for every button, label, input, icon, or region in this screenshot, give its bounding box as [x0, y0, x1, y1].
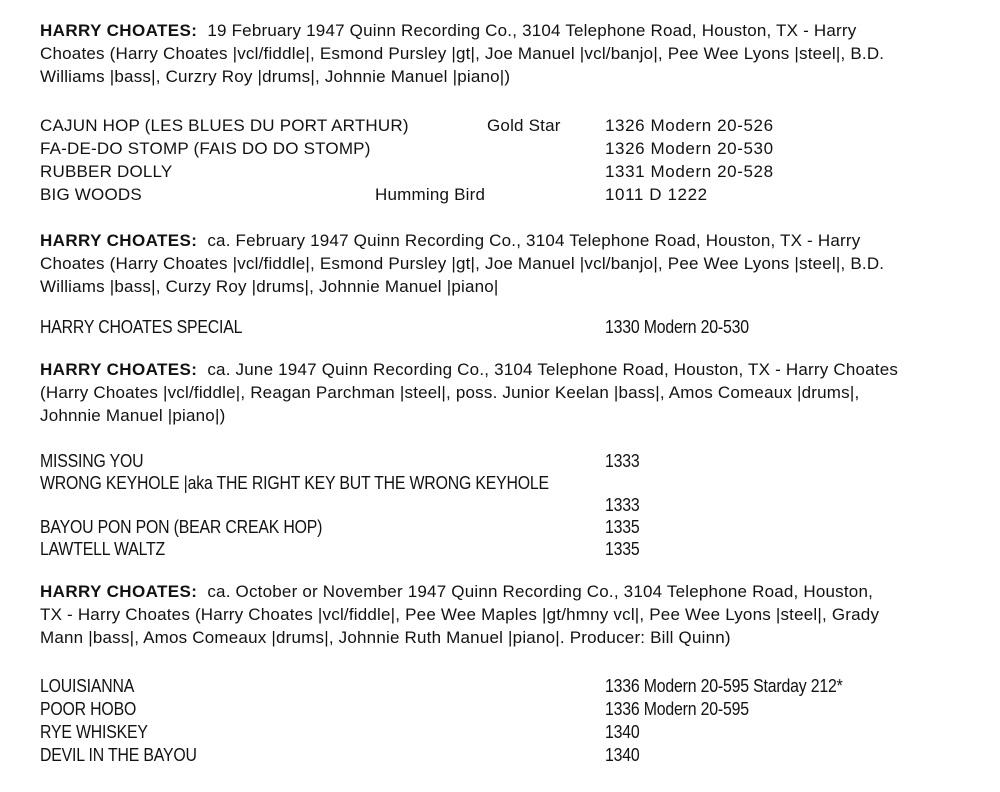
track-row	[0, 538, 1000, 560]
session-1-paragraph	[40, 19, 884, 88]
session-2-track-table	[0, 316, 1000, 339]
track-row	[0, 115, 1000, 138]
track-title: DEVIL IN THE BAYOU	[40, 745, 197, 765]
track-title: WRONG KEYHOLE |aka THE RIGHT KEY BUT THE WRONG KEYHOLE	[40, 473, 549, 493]
session-3-paragraph	[40, 358, 898, 427]
session-3-details: ca. June 1947 Quinn Recording Co., 3104 Telephone Road, Houston, TX - Harry Choates	[207, 360, 899, 379]
record-label: Humming Bird	[375, 185, 486, 204]
matrix-number: 1331 Modern 20-528	[605, 162, 774, 181]
matrix-number: 1333	[605, 451, 640, 471]
track-row	[0, 698, 1000, 721]
track-row	[0, 161, 1000, 184]
matrix-number: 1340	[605, 722, 640, 742]
track-row	[0, 316, 1000, 339]
track-title: RUBBER DOLLY	[40, 162, 173, 181]
session-2-details: ca. February 1947 Quinn Recording Co., 3104 Telephone Road, Houston, TX - Harry	[207, 231, 861, 250]
track-title: FA-DE-DO STOMP (FAIS DO DO STOMP)	[40, 139, 371, 158]
session-4-details: ca. October or November 1947 Quinn Recording Co., 3104 Telephone Road, Houston,	[207, 582, 874, 601]
artist-heading: HARRY CHOATES:	[40, 21, 198, 40]
session-2-line-2: Choates (Harry Choates |vcl/fiddle|, Esmond Pursley |gt|, Joe Manuel |vcl/banjo|, Pee Wee Lyons |steel|, B.D.	[40, 254, 885, 273]
matrix-number: 1326 Modern 20-526	[605, 116, 774, 135]
matrix-number: 1336 Modern 20-595 Starday 212*	[605, 676, 843, 696]
track-row	[0, 744, 1000, 767]
track-title: LAWTELL WALTZ	[40, 539, 166, 559]
matrix-number: 1333	[605, 495, 640, 515]
session-2-line-1	[40, 229, 884, 252]
track-title: POOR HOBO	[40, 699, 137, 719]
artist-heading: HARRY CHOATES:	[40, 231, 198, 250]
track-row	[0, 138, 1000, 161]
session-4-line-1	[40, 580, 879, 603]
session-1-line-3: Williams |bass|, Curzry Roy |drums|, Johnnie Manuel |piano|)	[40, 67, 511, 86]
track-row	[0, 675, 1000, 698]
session-1-details: 19 February 1947 Quinn Recording Co., 3104 Telephone Road, Houston, TX - Harry	[207, 21, 857, 40]
track-title: BIG WOODS	[40, 185, 142, 204]
session-4-line-3: Mann |bass|, Amos Comeaux |drums|, Johnnie Ruth Manuel |piano|. Producer: Bill Quinn)	[40, 628, 731, 647]
matrix-number: 1011 D 1222	[605, 185, 708, 204]
matrix-number: 1326 Modern 20-530	[605, 139, 774, 158]
track-title: CAJUN HOP (LES BLUES DU PORT ARTHUR)	[40, 116, 409, 135]
track-title: BAYOU PON PON (BEAR CREAK HOP)	[40, 517, 323, 537]
track-title: HARRY CHOATES SPECIAL	[40, 317, 243, 337]
matrix-number: 1335	[605, 539, 640, 559]
record-label: Gold Star	[487, 116, 561, 135]
session-2-paragraph	[40, 229, 884, 298]
track-row	[0, 184, 1000, 207]
track-row	[0, 450, 1000, 472]
artist-heading: HARRY CHOATES:	[40, 582, 198, 601]
session-3-line-2: (Harry Choates |vcl/fiddle|, Reagan Parchman |steel|, poss. Junior Keelan |bass|, Amos Comeaux |drums|,	[40, 383, 860, 402]
session-1-line-1	[40, 19, 884, 42]
matrix-number: 1336 Modern 20-595	[605, 699, 749, 719]
track-row	[0, 472, 1000, 494]
session-1-track-table	[0, 115, 1000, 207]
track-title: RYE WHISKEY	[40, 722, 148, 742]
session-3-line-1	[40, 358, 898, 381]
session-3-track-table	[0, 450, 1000, 560]
session-4-paragraph	[40, 580, 879, 649]
track-row	[0, 721, 1000, 744]
session-1-line-2: Choates (Harry Choates |vcl/fiddle|, Esmond Pursley |gt|, Joe Manuel |vcl/banjo|, Pee Wee Lyons |steel|, B.D.	[40, 44, 885, 63]
track-row	[0, 494, 1000, 516]
matrix-number: 1340	[605, 745, 640, 765]
artist-heading: HARRY CHOATES:	[40, 360, 198, 379]
session-4-track-table	[0, 675, 1000, 767]
session-4-line-2: TX - Harry Choates (Harry Choates |vcl/fiddle|, Pee Wee Maples |gt/hmny vcl|, Pee Wee Lyons |steel|, Grady	[40, 605, 880, 624]
matrix-number: 1335	[605, 517, 640, 537]
session-3-line-3: Johnnie Manuel |piano|)	[40, 406, 226, 425]
track-row	[0, 516, 1000, 538]
session-2-line-3: Williams |bass|, Curzy Roy |drums|, Johnnie Manuel |piano|	[40, 277, 499, 296]
track-title: MISSING YOU	[40, 451, 144, 471]
matrix-number: 1330 Modern 20-530	[605, 317, 749, 337]
track-title: LOUISIANNA	[40, 676, 135, 696]
